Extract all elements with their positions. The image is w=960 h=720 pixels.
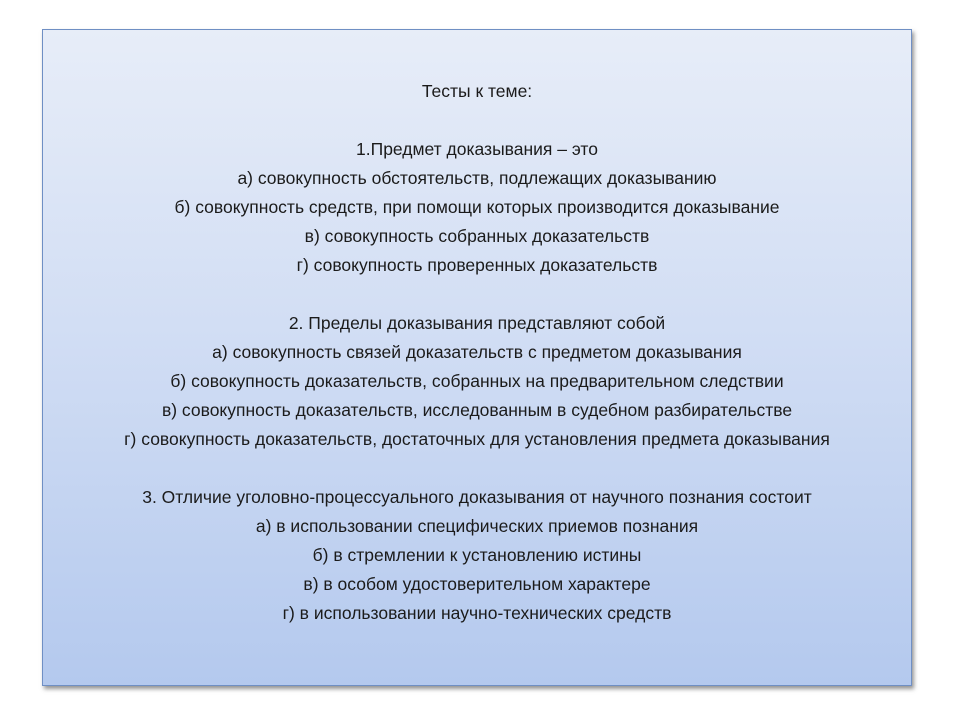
- question-1-option-a: а) совокупность обстоятельств, подлежащих доказыванию: [237, 168, 717, 188]
- question-2-title: 2. Пределы доказывания представляют собой: [288, 313, 666, 333]
- question-1-option-d: г) совокупность проверенных доказательств: [296, 255, 658, 275]
- question-3-option-d: г) в использовании научно-технических средств: [282, 603, 672, 623]
- spacer: [43, 280, 911, 309]
- question-3-option-c: в) в особом удостоверительном характере: [303, 574, 651, 594]
- slide-text: [43, 77, 911, 628]
- spacer: [43, 454, 911, 483]
- question-1-title: 1.Предмет доказывания – это: [356, 139, 598, 159]
- question-2-option-d: г) совокупность доказательств, достаточных для установления предмета доказывания: [124, 429, 830, 449]
- question-3-option-b: б) в стремлении к установлению истины: [312, 545, 642, 565]
- question-1-option-b: б) совокупность средств, при помощи которых производится доказывание: [174, 197, 780, 217]
- question-2-option-a: а) совокупность связей доказательств с предметом доказывания: [212, 342, 742, 362]
- question-2-option-b: б) совокупность доказательств, собранных на предварительном следствии: [170, 371, 784, 391]
- question-2-option-c: в) совокупность доказательств, исследованным в судебном разбирательстве: [161, 400, 793, 420]
- content-panel: [42, 29, 912, 686]
- question-1-option-c: в) совокупность собранных доказательств: [304, 226, 650, 246]
- spacer: [43, 106, 911, 135]
- question-3-option-a: а) в использовании специфических приемов познания: [255, 516, 699, 536]
- question-3-title: 3. Отличие уголовно-процессуального доказывания от научного познания состоит: [142, 487, 812, 507]
- slide-heading: Тесты к теме:: [421, 81, 533, 101]
